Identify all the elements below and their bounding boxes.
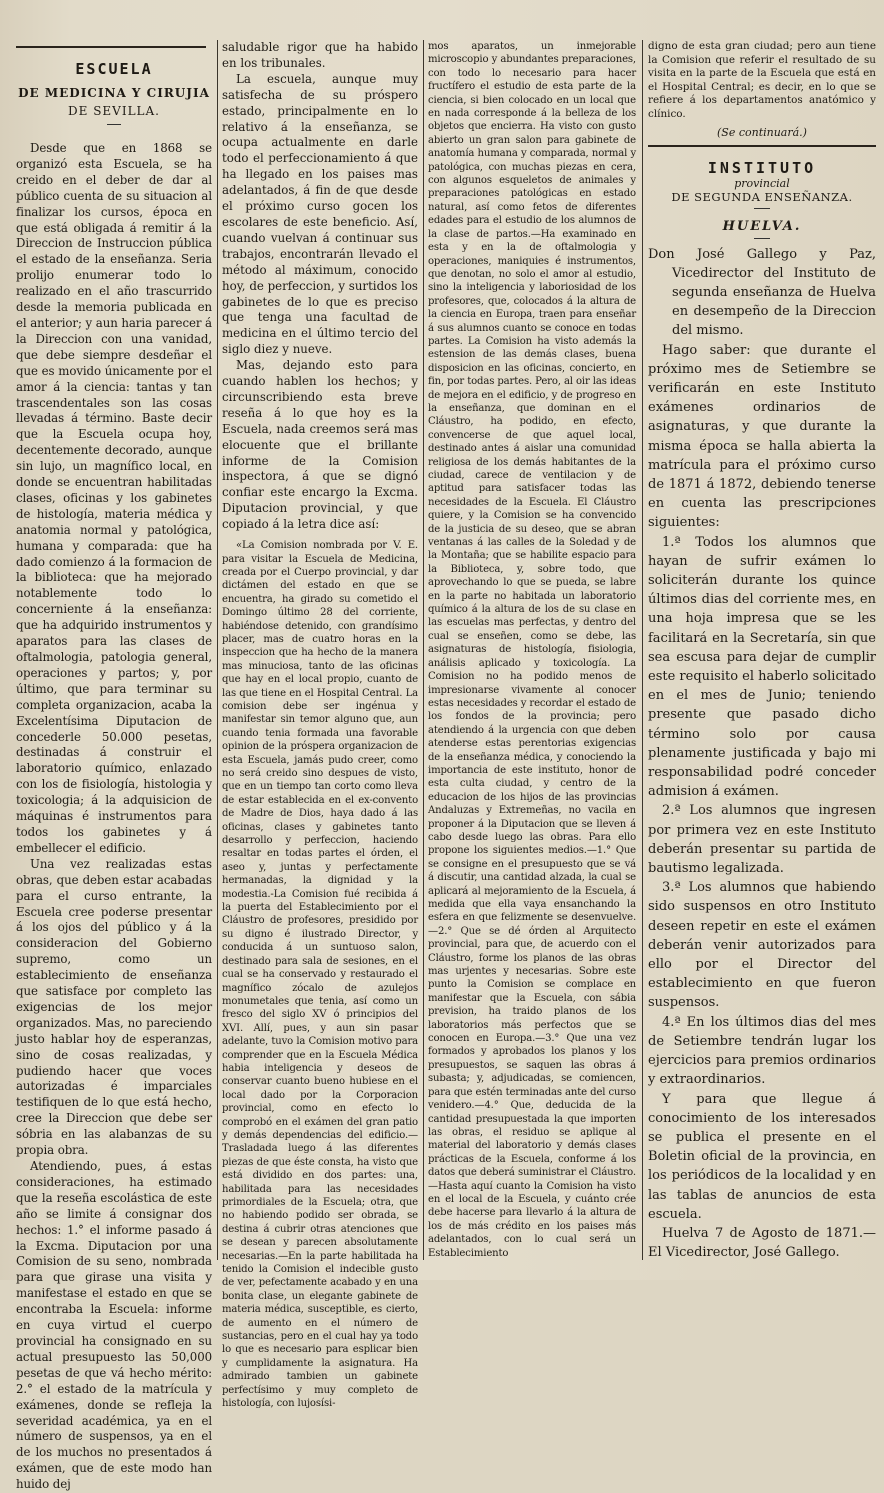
notice-title: INSTITUTO (707, 158, 817, 177)
paragraph: Una vez realizadas estas obras, que deben estar acabadas para el curso entrante, la Escuela cree poderse presentar á los ojos del público y á la consideracion del Gobierno supremo, como un establecimiento de enseñanza que satisface por completo las exigencias de los mejor organizados. Mas, no pareciendo justo hablar hoy de esperanzas, sino de cosas realizadas, y pudiendo hacer que voces autorizadas é imparciales testifiquen de lo que está hecho, cree la Direccion que debe ser sóbria en las alabanzas de su propia obra. (16, 856, 212, 1158)
notice-signature: Huelva 7 de Agosto de 1871.—El Vicedirector, José Gallego. (648, 1225, 876, 1261)
column-divider (423, 40, 424, 1260)
column-divider (642, 40, 643, 1260)
notice-paragraph: 2.ª Los alumnos que ingresen por primera vez en este Instituto deberán presentar su partida de bautismo legalizada. (648, 803, 876, 877)
column-3 (428, 40, 636, 1270)
paragraph: digno de esta gran ciudad; pero aun tiene la Comision que referir el resultado de su visita en la parte de la Escuela que está en el Hospital Central; es decir, en lo que se refiere á los departamentos anatómico y clínico. (648, 40, 876, 120)
column-4 (648, 40, 876, 1270)
notice-paragraph: 1.ª Todos los alumnos que hayan de sufrir exámen lo soliciterán durante los quince últimos dias del corriente mes, en una hoja impresa que se les facilitará en la Secretaría, sin que sea escusa para dejar de cumplir este requisito el haberlo solicitado en el mes de Junio; teniendo presente que pasado dicho término solo por causa plenamente justificada y bajo mi responsabilidad podré conceder admision á exámen. (648, 534, 877, 800)
notice-paragraph: 3.ª Los alumnos que habiendo sido suspensos en otro Instituto deseen repetir en este el exámen deberán venir autorizados para ello por el Director del establecimiento en que fueron suspensos. (648, 880, 876, 1011)
notice-subtitle: provincial (734, 176, 790, 190)
notice-official: Don José Gallego y Paz, Vicedirector del Instituto de segunda enseñanza de Huelva en desempeño de la Direccion del mismo. (648, 246, 876, 339)
notice-paragraph: Y para que llegue á conocimiento de los interesados se publica el presente en el Boletin oficial de la provincia, en los periódicos de la localidad y en las tablas de anuncios de esta escuela. (648, 1091, 876, 1222)
separator (754, 238, 770, 239)
notice-subtitle-2: DE SEGUNDA ENSEÑANZA. (671, 189, 853, 204)
notice-paragraph: 4.ª En los últimos dias del mes de Setiembre tendrán lugar los ejercicios para premios ordinarios y extraordinarios. (648, 1014, 876, 1088)
article-location: DE SEVILLA. (68, 104, 160, 118)
paragraph: saludable rigor que ha habido en los tribunales. (222, 40, 418, 70)
separator (754, 208, 770, 209)
report-quote: «La Comision nombrada por V. E. para visitar la Escuela de Medicina, creada por el Cuerpo provincial, y dar dictámen del estado en que se encuentra, ha girado su cometido el Domingo último 28 del corriente, habiéndose detenido, con grandísimo placer, mas de cuatro horas en la inspeccion que ha hecho de la manera mas minuciosa, tanto de las oficinas que hay en el local propio, cuanto de las que tiene en el Hospital Central. La comision debe ser ingénua y manifestar sin temor alguno que, aun cuando tenia formada una favorable opinion de la próspera organizacion de esta Escuela, jamás pudo creer, como no será creido sino despues de visto, que en un tiempo tan corto como lleva de estar establecida en el ex-convento de Madre de Dios, haya dado á las oficinas, clases y gabinetes tanto desarrollo y perfeccion, haciendo resaltar en todas partes el órden, el aseo y, juntas y perfectamente hermanadas, la dignidad y la modestia.-La Comision fué recibida á la puerta del Establecimiento por el Cláustro de profesores, presidido por su digno é ilustrado Director, y conducida á un suntuoso salon, destinado para sala de sesiones, en el cual se ha conservado y restaurado el magnífico zócalo de azulejos monumetales que tenia, así como un fresco del siglo XV ó principios del XVI. Allí, pues, y aun sin pasar adelante, tuvo la Comision motivo para comprender que en la Escuela Médica habia inteligencia y deseos de conservar cuanto bueno hubiese en el local dado por la Corporacion provincial, como en efecto lo comprobó en el exámen del gran patio y demás dependencias del edificio.—Trasladada luego á las diferentes piezas de que éste consta, ha visto que está dividido en dos partes: una, habilitada para las necesidades primordiales de la Escuela; otra, que no habiendo podido ser obrada, se destina á cubrir otras atenciones que se desean y parecen absolutamente necesarias.—En la parte habilitada ha tenido la Comision el indecible gusto de ver, pefectamente acabado y en una bonita clase, un elegante gabinete de materia médica, susceptible, es cierto, de aumento en el número de sustancias, pero en el cual hay ya todo lo que es necesario para esplicar bien y cumplidamente la asignatura. Ha admirado tambien un gabinete perfectísimo y muy completo de histología, con lujosísi- (222, 540, 418, 1410)
paragraph: Mas, dejando esto para cuando hablen los hechos; y circunscribiendo esta breve reseña á lo que hoy es la Escuela, nada creemos será mas elocuente que el brillante informe de la Comision inspectora, á que se dignó confiar este encargo la Excma. Diputacion provincial, y que copiado á la letra dice así: (222, 358, 418, 532)
paragraph: Atendiendo, pues, á estas consideraciones, ha estimado que la reseña escolástica de este año se limite á consignar dos hechos: 1.° el informe pasado á la Excma. Diputacion por una Comision de su seno, nombrada para que girase una visita y manifestase el estado en que se encontraba la Escuela: informe en cuya virtud el cuerpo provincial ha consignado en su actual presupuesto las 50,000 pesetas de que vá hecho mérito: 2.° el estado de la matrícula y exámenes, donde se refleja la severidad académica, ya en el número de suspensos, ya en el de los muchos no presentados á exámen, que de este modo han huido dej (16, 1159, 212, 1492)
article-subtitle: DE MEDICINA Y CIRUJIA (18, 86, 210, 100)
report-quote: mos aparatos, un inmejorable microscopio y abundantes preparaciones, con todo lo necesario para hacer fructífero el estudio de esta parte de la ciencia, si bien colocado en un local que en nada corresponde á la belleza de los objetos que encierra. Ha visto con gusto abierto un gran salon para gabinete de anatomía humana y comparada, normal y patológica, con muchas piezas en cera, con algunos esqueletos de animales y preparaciones patológicas en estado natural, así como fetos de diferentes edades para el estudio de los alumnos de la clase de partos.—Ha examinado en esta y en la de oftalmologia y operaciones, maniquies é instrumentos, que denotan, no solo el amor al estudio, sino la inteligencia y laboriosidad de los profesores, que, colocados á la altura de la ciencia en Europa, traen para enseñar á sus alumnos cuanto se conoce en todas partes. La Comision ha visto además la estension de las demás clases, buena disposicion en las oficinas, concierto, en fin, por todas partes. Pero, al oir las ideas de mejora en el edificio, y de progreso en la enseñanza, que dominan en el Cláustro, ha podido, en efecto, convencerse de que aquel local, destinado antes á aislar una comunidad religiosa de los demás habitantes de la ciudad, carece de ventilacion y de aptitud para satisfacer todas las necesidades de la Escuela. El Cláustro quiere, y la Comision se ha convencido de la justicia de su deseo, que se abran ventanas á las calles de la Soledad y de la Montaña; que se habilite espacio para la Biblioteca, y, sobre todo, que aprovechando lo que se pueda, se labre en la parte no habitada un laboratorio químico á la altura de los de su clase en las escuelas mas perfectas, y dentro del cual se enseñen, como se debe, las asignaturas de histología, fisiologia, análisis aplicado y toxicología. La Comision no ha podido menos de impresionarse vivamente al conocer estas necesidades y recordar el estado de los fondos de la provincia; pero atendiendo á la urgencia con que deben atenderse estas perentorias exigencias de la enseñanza médica, y conociendo la importancia de este instituto, honor de esta culta ciudad, y centro de la educacion de los hijos de las provincias Andaluzas y Extremeñas, no vacila en proponer á la Diputacion que se lleven á cabo desde luego las obras. Para ello propone los siguientes medios.—1.° Que se consigne en el presupuesto que se vá á discutir, una cantidad alzada, la cual se aplicará al mejoramiento de la Escuela, á medida que ella vaya ensanchando la esfera en que felizmente se desenvuelve.—2.° Que se dé órden al Arquitecto provincial, para que, de acuerdo con el Cláustro, forme los planos de las obras mas urjentes y necesarias. Sobre este punto la Comision se complace en manifestar que la Escuela, con sábia prevision, ha traido planos de los laboratorios más perfectos que se conocen en Europa.—3.° Que una vez formados y aprobados los planos y los presupuestos, se saquen las obras á subasta; y, adjudicadas, se comiencen, para que estén terminadas ante del curso venidero.—4.° Que, deducida de la cantidad presupuestada la que importen las obras, el residuo se aplique al material del laboratorio y demás clases prácticas de la Escuela, conforme á los datos que deberá suministrar el Cláustro.—Hasta aquí cuanto la Comision ha visto en el local de la Escuela, y cuánto crée debe hacerse para llevarlo á la altura de los de más crédito en los paises más adelantados, con lo cual será un Establecimiento (428, 41, 636, 1259)
column-2 (222, 40, 418, 1410)
separator (107, 124, 121, 125)
section-rule (648, 145, 876, 147)
notice-city: HUELVA. (722, 218, 802, 234)
notice-paragraph: Hago saber: que durante el próximo mes de Setiembre se verificarán en este Instituto exámenes ordinarios de asignaturas, y que durante la misma época se halla abierta la matrícula para el próximo curso de 1871 á 1872, debiendo tenerse en cuenta las prescripciones siguientes: (648, 342, 876, 531)
paragraph: La escuela, aunque muy satisfecha de su próspero estado, principalmente en lo relativo á la enseñanza, se ocupa actualmente en darle todo el perfeccionamiento á que ha llegado en los paises mas adelantados, á fin de que desde el próximo curso gocen los escolares de este beneficio. Así, cuando vuelvan á continuar sus trabajos, encontrarán llevado el método al máximum, conocido hoy, de perfeccion, y surtidos los gabinetes de lo que es preciso que tenga una facultad de medicina en el último tercio del siglo diez y nueve. (222, 71, 418, 357)
top-rule (16, 46, 206, 48)
article-title: ESCUELA (75, 60, 153, 78)
column-1 (16, 40, 212, 1492)
column-divider (217, 40, 218, 1260)
paragraph: Desde que en 1868 se organizó esta Escuela, se ha creido en el deber de dar al público cuenta de su situacion al finalizar los cursos, época en que está obligada á remitir á la Direccion de Instruccion pública el estado de la enseñanza. Seria prolijo enumerar todo lo realizado en el año trascurrido desde la memoria publicada en el anterior; y aun haria parecer á la Direccion con una vanidad, que debe siempre desdeñar el que es movido únicamente por el amor á la ciencia: tantas y tan trascendentales son las cosas llevadas á término. Baste decir que la Escuela ocupa hoy, decentemente decorado, aunque sin lujo, un magnífico local, en donde se encuentran habilitadas clases, oficinas y los gabinetes de histología, materia médica y anatomia normal y patológica, humana y comparada: que ha dado comienzo á la formacion de la biblioteca: que ha mejorado notablemente todo lo concerniente á la enseñanza: que ha adquirido instrumentos y aparatos para las clases de oftalmologia, patologia general, operaciones y partos; y, por último, que para terminar su completa organizacion, acaba la Excelentísima Diputacion de concederle 50.000 pesetas, destinadas á construir el laboratorio químico, enlazado con los de fisiología, histologia y toxicologia; á la adquisicion de máquinas é instrumentos para todos los gabinetes y á embellecer el edificio. (16, 141, 212, 855)
continued-note: (Se continuará.) (717, 125, 807, 139)
